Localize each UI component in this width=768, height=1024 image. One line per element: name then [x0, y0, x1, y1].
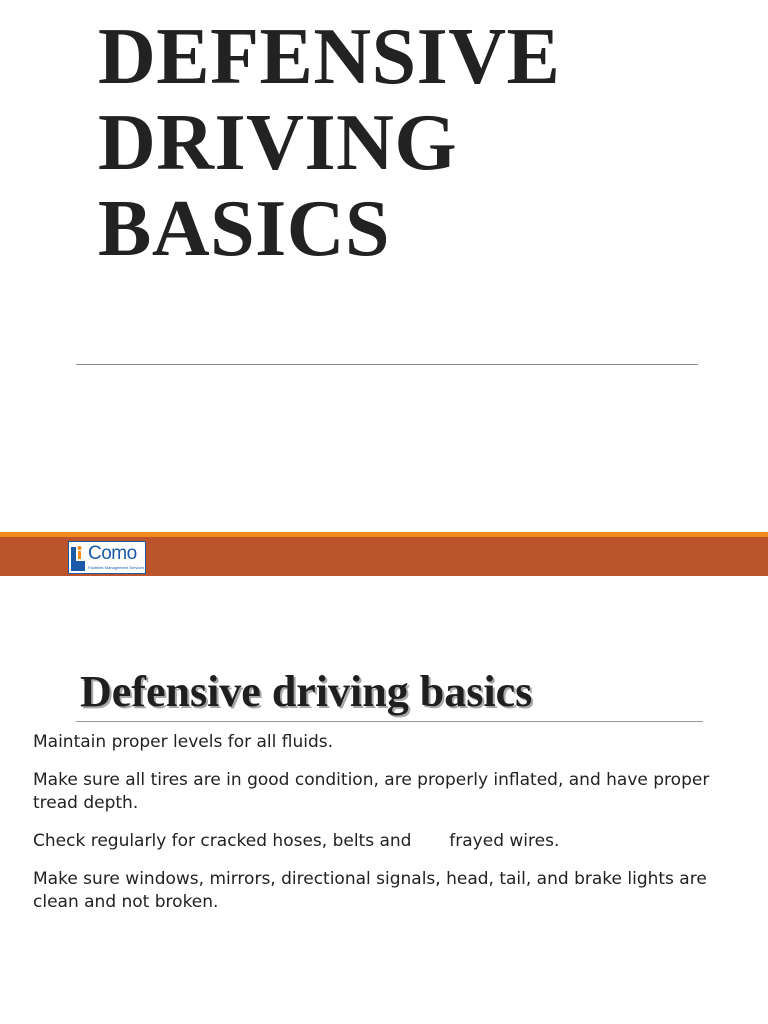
list-item: Make sure windows, mirrors, directional signals, head, tail, and brake lights are clean and not broken.	[33, 869, 713, 912]
main-title-line-3: BASICS	[98, 185, 391, 273]
logo-wordmark: Como	[88, 543, 137, 564]
como-building-logo-icon	[69, 542, 87, 573]
tips-list	[33, 731, 743, 929]
como-logo	[68, 541, 146, 574]
section-title-divider	[76, 721, 703, 722]
list-item: Maintain proper levels for all fluids.	[33, 732, 334, 752]
logo-tagline: Facilities Management Services	[88, 565, 144, 570]
main-title	[98, 14, 738, 272]
main-title-line-1: DEFENSIVE	[98, 13, 561, 101]
title-divider	[76, 364, 698, 365]
list-item: Check regularly for cracked hoses, belts and frayed wires.	[33, 831, 560, 851]
section-title: Defensive driving basics	[80, 667, 533, 716]
list-item: Make sure all tires are in good condition, are properly inflated, and have proper tread depth.	[33, 770, 715, 813]
main-title-line-2: DRIVING	[98, 99, 458, 187]
